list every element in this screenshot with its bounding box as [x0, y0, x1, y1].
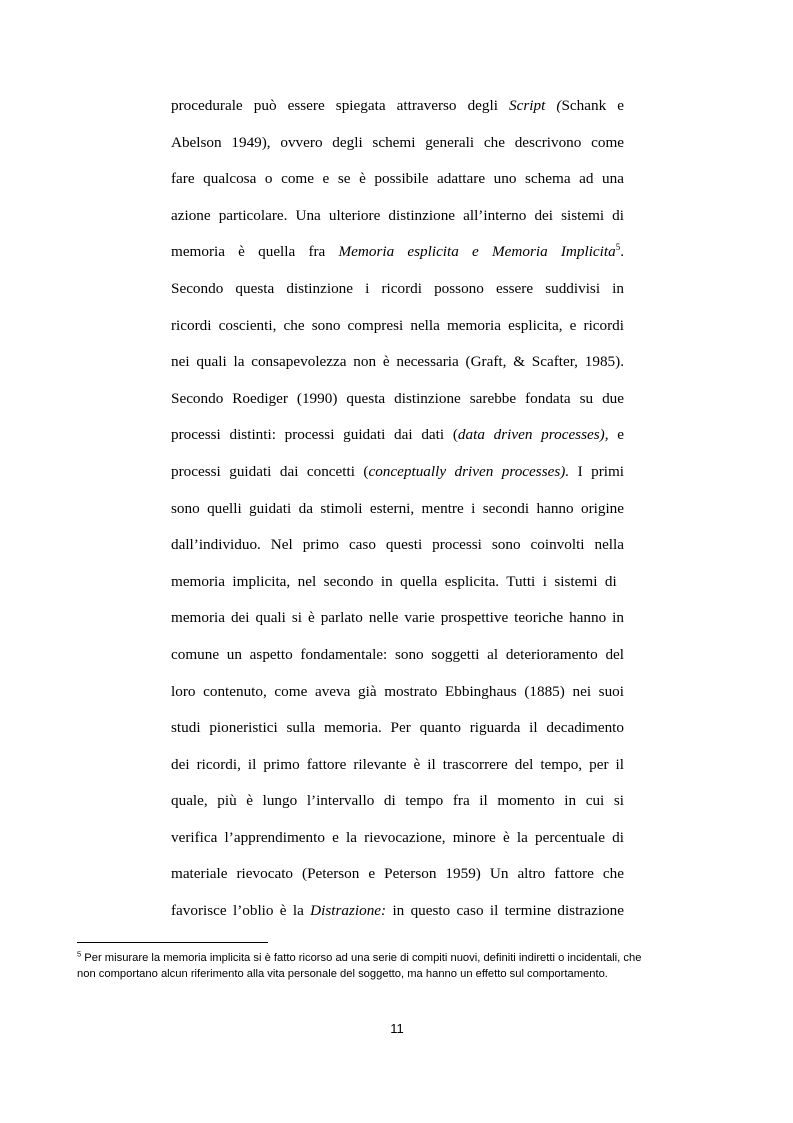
body-line: favorisce l’oblio è la Distrazione: in questo caso il termine distrazione — [171, 902, 624, 920]
body-line: azione particolare. Una ulteriore distinzione all’interno dei sistemi di — [171, 206, 624, 224]
body-line: memoria implicita, nel secondo in quella esplicita. Tutti i sistemi di — [171, 572, 617, 590]
body-line: nei quali la consapevolezza non è necessaria (Graft, & Scafter, 1985). — [171, 353, 624, 371]
footnote-line: $^5$ Per misurare la memoria implicita si è fatto ricorso ad una serie di compiti nuovi, definiti indiretti o incidentali, che — [77, 949, 642, 964]
body-line: ricordi coscienti, che sono compresi nella memoria esplicita, e ricordi — [171, 316, 624, 334]
body-line: loro contenuto, come aveva già mostrato Ebbinghaus (1885) nei suoi — [171, 682, 624, 700]
body-line: quale, più è lungo l’intervallo di tempo fra il momento in cui si — [171, 792, 624, 810]
page-number: 11 — [390, 1021, 404, 1036]
footnote-line: non comportano alcun riferimento alla vita personale del soggetto, ma hanno un effetto sul comportamento. — [77, 968, 608, 980]
body-line: materiale rievocato (Peterson e Peterson 1959) Un altro fattore che — [171, 865, 624, 883]
body-line: Secondo Roediger (1990) questa distinzione sarebbe fondata su due — [171, 389, 624, 407]
footnote — [77, 950, 717, 982]
body-line: processi distinti: processi guidati dai dati (data driven processes), e — [171, 426, 624, 444]
body-line: memoria dei quali si è parlato nelle varie prospettive teoriche hanno in — [171, 609, 624, 627]
body-line: fare qualcosa o come e se è possibile adattare uno schema ad una — [171, 170, 624, 188]
footnote-separator — [77, 942, 268, 943]
body-line: studi pioneristici sulla memoria. Per quanto riguarda il decadimento — [171, 719, 624, 737]
body-line: Secondo questa distinzione i ricordi possono essere suddivisi in — [171, 279, 624, 297]
body-line: dei ricordi, il primo fattore rilevante è il trascorrere del tempo, per il — [171, 755, 624, 773]
body-text — [171, 88, 624, 930]
footnote-reference: 5 — [615, 242, 621, 253]
body-line: dall’individuo. Nel primo caso questi processi sono coinvolti nella — [171, 536, 624, 554]
body-line: Abelson 1949), ovvero degli schemi generali che descrivono come — [171, 133, 624, 151]
footnote-marker: 5 — [77, 949, 82, 959]
body-line: verifica l’apprendimento e la rievocazione, minore è la percentuale di — [171, 828, 624, 846]
body-line: procedurale può essere spiegata attraverso degli Script (Schank e — [171, 97, 624, 114]
body-line: memoria è quella fra Memoria esplicita e Memoria Implicita$^5$. — [171, 242, 624, 261]
body-line: sono quelli guidati da stimoli esterni, mentre i secondi hanno origine — [171, 499, 624, 517]
body-line: comune un aspetto fondamentale: sono soggetti al deterioramento del — [171, 645, 624, 663]
body-line: processi guidati dai concetti (conceptually driven processes). I primi — [171, 462, 624, 480]
